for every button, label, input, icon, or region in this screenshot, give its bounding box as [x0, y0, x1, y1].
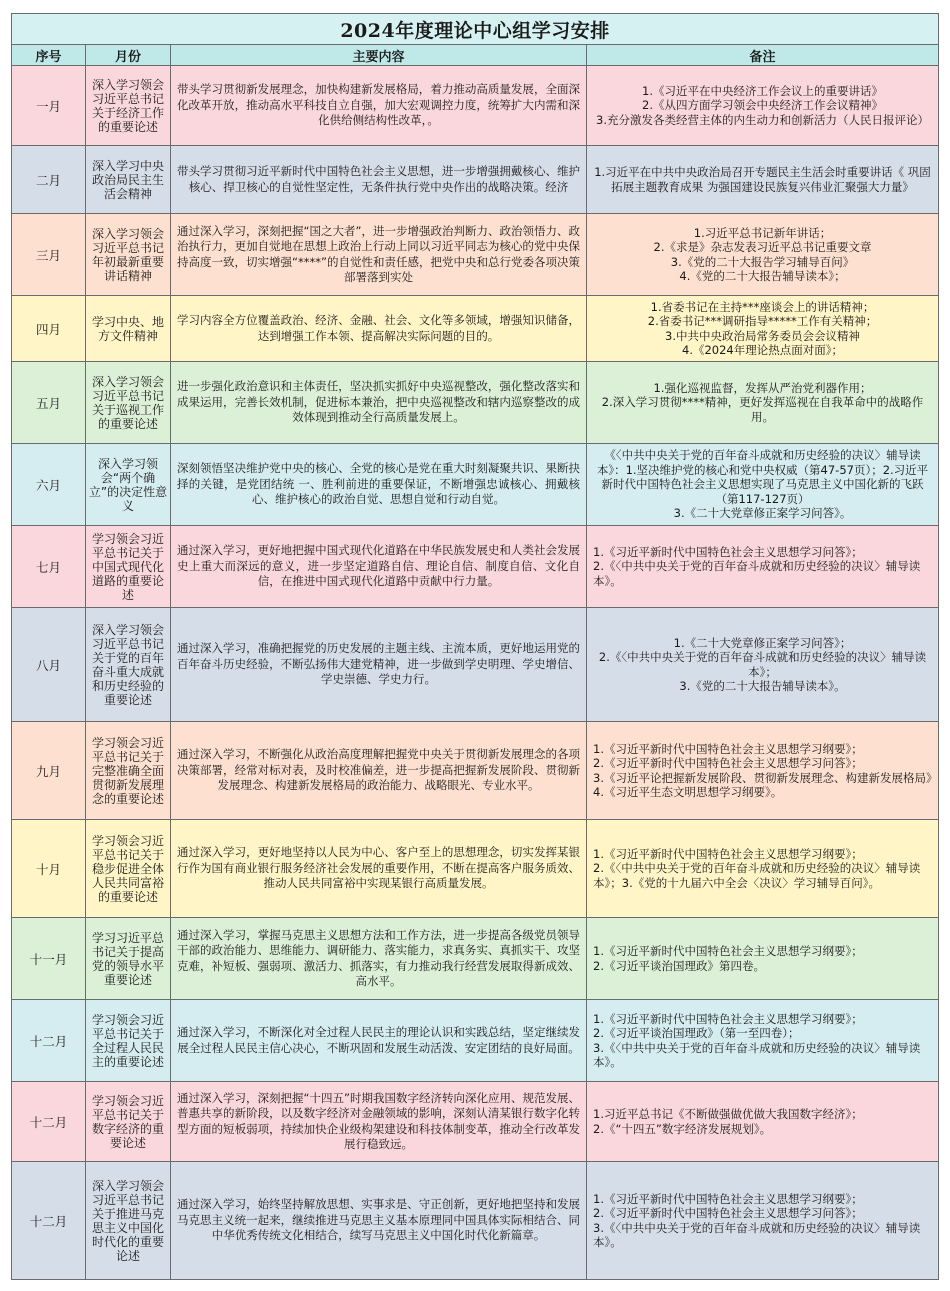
- row-topic: 深入学习领会习近平总书记关于巡视工作的重要论述: [86, 362, 171, 444]
- note-line: 1.《习近平新时代中国特色社会主义思想学习纲要》；: [593, 1191, 863, 1206]
- note-line: 2.《求是》杂志发表习近平总书记重要文章: [653, 240, 872, 254]
- row-content: 通过深入学习，掌握马克思主义思想方法和工作方法，进一步提高各级党员领导干部的政治能力、思维能力、调研能力、落实能力，求真务实、真抓实干、攻坚克难，补短板、强弱项、激活力、抓落实，有力推动我行经营发展取得新成效、高水平。: [171, 918, 587, 1000]
- row-index: 九月: [12, 722, 86, 820]
- header-row: [12, 45, 939, 66]
- row-topic: 深入学习领会习近平总书记关于党的百年奋斗重大成就和历史经验的重要论述: [86, 608, 171, 722]
- note-line: 1.《习近平新时代中国特色社会主义思想学习纲要》；: [593, 1011, 863, 1026]
- table-row: [12, 722, 939, 820]
- row-notes: [587, 1000, 939, 1082]
- table-row: [12, 1162, 939, 1280]
- note-line: 2.深入学习贯彻****精神，更好发挥巡视在自我革命中的战略作用。: [601, 395, 924, 424]
- row-content: 带头学习贯彻习近平新时代中国特色社会主义思想，进一步增强拥戴核心、维护核心、捍卫核心的自觉性坚定性，无条件执行党中央作出的战略决策。经济: [171, 146, 587, 214]
- note-line: 2.《〈中共中央关于党的百年奋斗成就和历史经验的决议〉辅导读本》；3.《党的十九届六中全会〈决议〉学习辅导百问》。: [593, 861, 921, 890]
- row-content: 通过深入学习，更好地坚持以人民为中心、客户至上的思想理念，切实发挥某银行作为国有商业银行服务经济社会发展的重要作用，不断在提高客户服务质效、推动人民共同富裕中实现某银行高质量发展。: [171, 820, 587, 918]
- table-row: [12, 526, 939, 608]
- row-index: 六月: [12, 444, 86, 526]
- table-row: [12, 444, 939, 526]
- row-content: 通过深入学习，深刻把握“国之大者”，进一步增强政治判断力、政治领悟力、政治执行力，更加自觉地在思想上政治上行动上同以习近平同志为核心的党中央保持高度一致，切实增强“****”的自觉性和责任感，把党中央和总行党委各项决策部署落到实处: [171, 214, 587, 296]
- header-content: 主要内容: [171, 45, 587, 66]
- row-content: 通过深入学习，不断强化从政治高度理解把握党中央关于贯彻新发展理念的各项决策部署，经常对标对表，及时校准偏差，进一步提高把握新发展阶段、贯彻新发展理念、构建新发展格局的政治能力、战略眼光、专业水平。: [171, 722, 587, 820]
- note-line: 2.《习近平谈治国理政》（第一至四卷）；: [593, 1026, 800, 1040]
- note-line: 3.中共中央政治局常务委员会会议精神: [665, 328, 860, 343]
- note-line: 1.习近平在中共中央政治局召开专题民主生活会时重要讲话《 巩固拓展主题教育成果 为强国建设民族复兴伟业汇聚强大力量》: [594, 165, 931, 194]
- row-content: 通过深入学习，不断深化对全过程人民民主的理论认识和实践总结，坚定继续发展全过程人民民主信心决心，不断巩固和发展生动活泼、安定团结的良好局面。: [171, 1000, 587, 1082]
- note-line: 3.《党的二十大报告辅导读本》。: [679, 679, 846, 693]
- row-content: 通过深入学习，始终坚持解放思想、实事求是、守正创新，更好地把坚持和发展马克思主义统一起来，继续推进马克思主义基本原理同中国具体实际相结合、同中华优秀传统文化相结合，续写马克思主义中国化时代化新篇章。: [171, 1162, 587, 1280]
- row-notes: [587, 1162, 939, 1280]
- row-index: 八月: [12, 608, 86, 722]
- schedule-body: [12, 66, 939, 1280]
- row-notes: [587, 526, 939, 608]
- row-index: 十二月: [12, 1162, 86, 1280]
- note-line: 3.《〈中共中央关于党的百年奋斗成就和历史经验的决议〉辅导读本》。: [593, 1040, 921, 1069]
- row-topic: 深入学习中央政治局民主生活会精神: [86, 146, 171, 214]
- note-line: 2.《从四方面学习领会中央经济工作会议精神》: [642, 98, 883, 113]
- row-index: 一月: [12, 66, 86, 146]
- note-line: 1.《习近平新时代中国特色社会主义思想学习纲要》；: [593, 944, 863, 958]
- note-line: 3.《〈中共中央关于党的百年奋斗成就和历史经验的决议〉辅导读本》。: [593, 1220, 921, 1249]
- note-line: 1.《习近平新时代中国特色社会主义思想学习纲要》；: [593, 741, 863, 756]
- row-topic: 学习领会习近平总书记关于中国式现代化道路的重要论述: [86, 526, 171, 608]
- header-notes: 备注: [587, 45, 939, 66]
- row-topic: 深入学习领会“两个确立”的决定性意义: [86, 444, 171, 526]
- note-line: 3.充分激发各类经营主体的内生动力和创新活力（人民日报评论）: [596, 112, 929, 127]
- note-line: 1.强化巡视监督，发挥从严治党利器作用；: [653, 380, 872, 395]
- row-topic: 学习领会习近平总书记关于全过程人民民主的重要论述: [86, 1000, 171, 1082]
- note-line: 1.《二十大党章修正案学习问答》；: [673, 635, 852, 650]
- table-row: [12, 1000, 939, 1082]
- row-notes: [587, 66, 939, 146]
- note-line: 3.《二十大党章修正案学习问答》。: [673, 506, 852, 521]
- note-line: 2.《习近平新时代中国特色社会主义思想学习问答》；: [593, 756, 863, 770]
- schedule-table: [11, 13, 939, 1280]
- row-notes: [587, 1082, 939, 1162]
- row-notes: [587, 362, 939, 444]
- row-index: 七月: [12, 526, 86, 608]
- note-line: 4.《2024年理论热点面对面》；: [682, 343, 843, 357]
- row-index: 十二月: [12, 1082, 86, 1162]
- row-index: 三月: [12, 214, 86, 296]
- note-line: 3.《党的二十大报告学习辅导百问》: [670, 254, 855, 269]
- table-row: [12, 362, 939, 444]
- row-index: 十一月: [12, 918, 86, 1000]
- row-notes: [587, 296, 939, 362]
- table-row: [12, 608, 939, 722]
- page-title: 2024年度理论中心组学习安排: [12, 14, 939, 45]
- title-row: [12, 14, 939, 45]
- row-notes: [587, 146, 939, 214]
- table-row: [12, 214, 939, 296]
- row-content: 通过深入学习，深刻把握“十四五”时期我国数字经济转向深化应用、规范发展、普惠共享的新阶段，以及数字经济对金融领域的影响，深刻认清某银行数字化转型方面的短板弱项，持续加快企业级构架建设和科技体制变革，推动全行改革发展行稳致远。: [171, 1082, 587, 1162]
- note-line: 2.《〈中共中央关于党的百年奋斗成就和历史经验的决议〉辅导读本》；: [598, 650, 927, 679]
- schedule-sheet: [11, 13, 938, 1280]
- row-notes: [587, 820, 939, 918]
- row-topic: 学习领会习近平总书记关于完整准确全面贯彻新发展理念的重要论述: [86, 722, 171, 820]
- row-topic: 学习领会习近平总书记关于稳步促进全体人民共同富裕的重要论述: [86, 820, 171, 918]
- note-line: 1.《习近平新时代中国特色社会主义思想学习纲要》；: [593, 846, 863, 861]
- table-row: [12, 1082, 939, 1162]
- table-row: [12, 918, 939, 1000]
- row-notes: [587, 444, 939, 526]
- note-line: 1.省委书记在主持***座谈会上的讲话精神；: [650, 299, 875, 314]
- note-line: 2.《习近平新时代中国特色社会主义思想学习问答》；: [593, 1206, 863, 1220]
- note-line: 1.习近平总书记《不断做强做优做大我国数字经济》；: [593, 1107, 863, 1121]
- row-index: 二月: [12, 146, 86, 214]
- note-line: 2.省委书记***调研指导*****工作有关精神；: [647, 314, 878, 328]
- row-content: 进一步强化政治意识和主体责任，坚决抓实抓好中央巡视整改，强化整改落实和成果运用，完善长效机制，促进标本兼治，把中央巡视整改和辖内巡察整改的成效体现到推动全行高质量发展上。: [171, 362, 587, 444]
- note-line: 1.《习近平新时代中国特色社会主义思想学习问答》；: [593, 544, 863, 559]
- row-topic: 学习中央、地方文件精神: [86, 296, 171, 362]
- note-line: 3.《习近平论把握新发展阶段、贯彻新发展理念、构建新发展格局》: [593, 770, 938, 785]
- note-line: 2.《习近平谈治国理政》第四卷。: [593, 958, 765, 973]
- row-notes: [587, 722, 939, 820]
- row-content: 通过深入学习，准确把握党的历史发展的主题主线、主流本质，更好地运用党的百年奋斗历史经验，不断弘扬伟大建党精神，进一步做到学史明理、学史增信、学史崇德、学史力行。: [171, 608, 587, 722]
- row-content: 深刻领悟坚决维护党中央的核心、全党的核心是党在重大时刻凝聚共识、果断抉择的关键，是党团结统 一、胜利前进的重要保证，不断增强忠诚核心、拥戴核心、维护核心的政治自觉、思想自觉和行动自觉。: [171, 444, 587, 526]
- row-notes: [587, 918, 939, 1000]
- table-row: [12, 146, 939, 214]
- row-topic: 学习习近平总书记关于提高党的领导水平重要论述: [86, 918, 171, 1000]
- row-notes: [587, 214, 939, 296]
- note-line: 1.习近平总书记新年讲话；: [693, 225, 832, 240]
- note-line: 《〈中共中央关于党的百年奋斗成就和历史经验的决议〉辅导读本》：1.坚决维护党的核心和党中央权威（第47-57页）；2.习近平新时代中国特色社会主义思想实现了马克思主义中国化新的飞跃（第117-127页）: [596, 448, 929, 506]
- note-line: 2.《“十四五”数字经济发展规划》。: [593, 1121, 772, 1136]
- row-topic: 深入学习领会习近平总书记年初最新重要讲话精神: [86, 214, 171, 296]
- row-content: 学习内容全方位覆盖政治、经济、金融、社会、文化等多领域，增强知识储备，达到增强工作本领、提高解决实际问题的目的。: [171, 296, 587, 362]
- row-index: 十月: [12, 820, 86, 918]
- note-line: 4.《习近平生态文明思想学习纲要》。: [593, 785, 783, 799]
- note-line: 2.《〈中共中央关于党的百年奋斗成就和历史经验的决议〉辅导读本》。: [593, 559, 921, 588]
- note-line: 4.《党的二十大报告辅导读本》；: [679, 269, 846, 283]
- row-topic: 深入学习领会习近平总书记关于经济工作的重要论述: [86, 66, 171, 146]
- row-index: 十二月: [12, 1000, 86, 1082]
- row-content: 带头学习贯彻新发展理念，加快构建新发展格局，着力推动高质量发展，全面深化改革开放，推动高水平科技自立自强，加大宏观调控力度，统筹扩大内需和深化供给侧结构性改革，。: [171, 66, 587, 146]
- table-row: [12, 820, 939, 918]
- header-month: 月份: [86, 45, 171, 66]
- table-row: [12, 296, 939, 362]
- row-content: 通过深入学习，更好地把握中国式现代化道路在中华民族发展史和人类社会发展史上重大而深远的意义，进一步坚定道路自信、理论自信、制度自信、文化自信，在推进中国式现代化道路中贡献中行力量。: [171, 526, 587, 608]
- row-index: 五月: [12, 362, 86, 444]
- row-notes: [587, 608, 939, 722]
- table-row: [12, 66, 939, 146]
- header-index: 序号: [12, 45, 86, 66]
- row-topic: 学习领会习近平总书记关于数字经济的重要论述: [86, 1082, 171, 1162]
- note-line: 1.《习近平在中央经济工作会议上的重要讲话》: [642, 83, 883, 98]
- row-index: 四月: [12, 296, 86, 362]
- row-topic: 深入学习领会习近平总书记关于推进马克思主义中国化时代化的重要论述: [86, 1162, 171, 1280]
